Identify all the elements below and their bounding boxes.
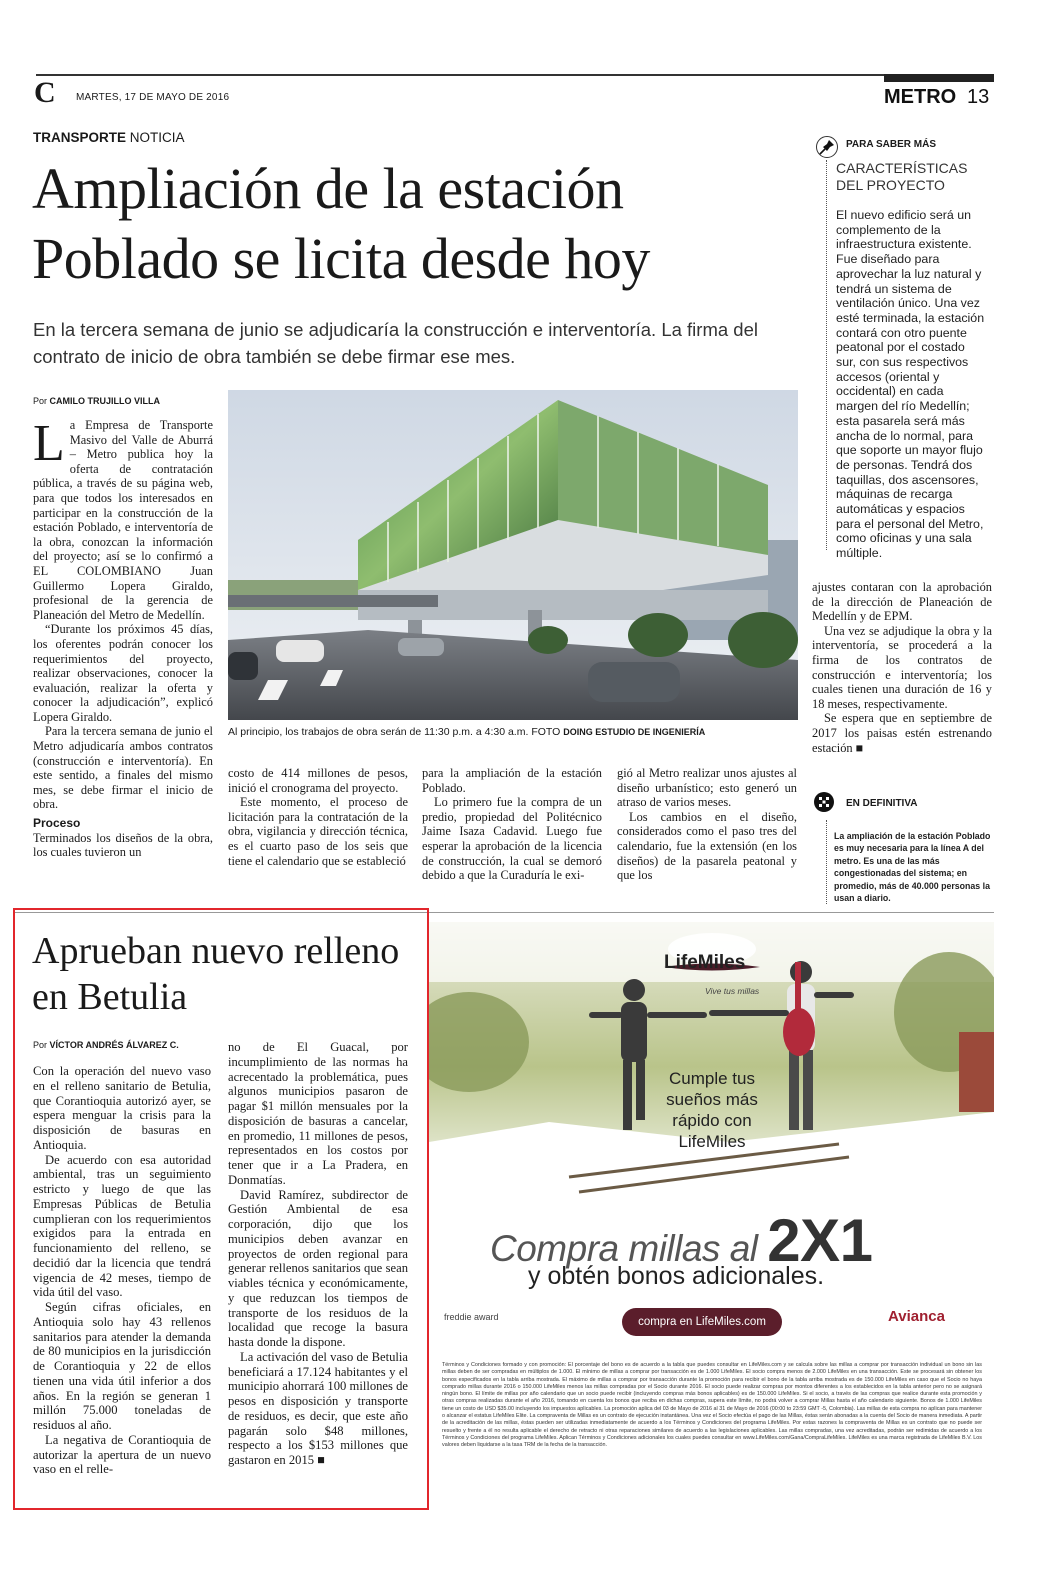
sidebar-divider	[826, 160, 827, 550]
paragraph: Una vez se adjudique la obra y la interventoría, se procederá a la firma de los contratos de construcción e interventoría; los cuales tienen una duración de 16 y 18 meses, respectivamente.	[812, 623, 992, 711]
ad-tagline: Vive tus millas	[705, 986, 760, 996]
summary-icon	[814, 792, 834, 812]
byline-prefix: Por	[33, 1040, 50, 1050]
paragraph: costo de 414 millones de pesos, inició el cronograma del proyecto.	[228, 766, 408, 795]
paragraph: Los cambios en el diseño, considerados como el paso tres del calendario, fue la extensión (en los diseños) de la pasarela peatonal y que los	[617, 809, 797, 883]
article2-byline	[33, 1040, 179, 1050]
section-bar	[884, 74, 994, 82]
paragraph: gió al Metro realizar unos ajustes al diseño urbanístico; esto generó un atraso de varios meses.	[617, 766, 797, 810]
caption-credit-prefix: FOTO	[528, 726, 564, 738]
paragraph: La negativa de Corantioquia de autorizar la apertura de un nuevo vaso en el relle-	[33, 1432, 211, 1477]
ad-subline: y obtén bonos adicionales.	[528, 1262, 825, 1290]
article-column-1	[33, 415, 213, 860]
paragraph: para la ampliación de la estación Poblado.	[422, 766, 602, 795]
pushpin-icon	[816, 136, 838, 158]
dropcap: L	[33, 415, 65, 472]
caption-text: Al principio, los trabajos de obra serán de 11:30 p.m. a 4:30 a.m.	[228, 726, 529, 738]
freddie-award-logo: freddie award	[444, 1312, 499, 1322]
sidebar-body: El nuevo edificio será un complemento de la infraestructura existente. Fue diseñado para aprovechar la luz natural y tendrá un sistema de ventilación único. Una vez esté terminada, la estación contará con otro puente peatonal por el costado sur, con sus respectivos accesos (oriental y occidental) en cada margen del río Medellín; esta pasarela será más ancha de lo normal, para que soporte un mayor flujo de personas. Tendrá dos taquillas, dos ascensores, máquinas de recarga automáticas y espacios para el personal del Metro, como oficinas y una sala múltiple.	[836, 208, 985, 561]
sidebar-title: CARACTERÍSTICAS DEL PROYECTO	[836, 160, 968, 193]
article-column-4	[617, 766, 797, 883]
article2-column-1	[33, 1064, 211, 1477]
article-kicker	[33, 130, 185, 145]
paragraph: ajustes contaran con la aprobación de la dirección de Planeación de Medellín y de EPM.	[812, 580, 992, 624]
paragraph: De acuerdo con esa autoridad ambiental, tras un seguimiento estricto y luego de que las Empresas Públicas de Betulia cumplieran con los requerimientos exigidos para la entrada en funcionamiento del relleno, se decidió dar la licencia que tendrá vigencia de 42 meses, tiempo de vida útil del vaso.	[33, 1152, 211, 1300]
ad-terms: Términos y Condiciones formado y con promoción: El porcentaje del bono es de acuerdo a la tabla que puedes consultar en LifeMiles.com y se calcula sobre las millas a comprar por transacción individual un bono sin las millas deben de ser compradas en múltiplos de 1.000. El mínimo de millas a comprar por transacción es de 1.000 LifeMiles. El socio compra menos de 2.000 LifeMiles en una transacción. Este se procesará sin obtener los bonos especificados en la tabla arriba mostrada. El máximo de millas a comprar por transacción durante la promoción para recibir el bono de la tabla arriba mostrada es de 150.000 LifeMiles en caso que el Socio no haya comprado millas durante 2016 o 150.000 LifeMiles menos las millas compradas por el Socio durante 2016. El socio puede realizar compras por montos diferentes a los establecidos en la tabla anterior pero no se asignará ningún bono. El límite de millas por año calendario que un socio puede recibir (incluyendo compras más bonos aplicables) es de 150.000 LifeMiles. Si el socio, a través de las compras que realice durante esta promoción y otras compras realizadas durante el año 2016, tomando en cuenta los bonos que reciba en dichas compras, supera este límite, no podrá volver a comprar Millas hasta el año calendario siguiente. Bonos de 1.000 LifeMiles tiene un costo de USD $35.00 incluyendo los impuestos aplicables. La promoción aplica del 03 de Mayo de 2016 al 31 de Mayo de 2016 (00:00 to 23:59 GMT -5, Colombia). Las millas de esta compra no aplican para mantener o alcanzar el estatus LifeMiles Elite. La compraventa de Millas es un contrato de ejecución instantánea. Una vez el Socio efectúa el pago de las Millas, éstas serán abonadas a la cuenta del Socio de manera inmediata. A partir de la acreditación de las millas, éstas pueden ser utilizadas inmediatamente de acuerdo a los Términos y Condiciones del programa LifeMiles. Por estas razones la compraventa de Millas es un contrato que no puede ser resuelto y frente a él no resulta aplicable el derecho de retracto ni otras reparaciones similares de acuerdo a las legislaciones aplicables. Las millas compradas, una vez acreditadas, podrán ser redimidas de acuerdo a los Términos y Condiciones del programa LifeMiles. Aplican Términos y Condiciones adicionales los cuales puedes consultar en www.LifeMiles.com/Gana/CompraLifeMiles. LifeMiles es una marca registrada de LifeMiles B.V. Los valores deben liquidarse a la tasa TRM de la fecha de la transacción.	[442, 1362, 982, 1449]
paragraph: Se espera que en septiembre de 2017 los paisas estén estrenando estación ■	[812, 711, 992, 755]
summary-label: EN DEFINITIVA	[846, 798, 918, 809]
article-column-5	[812, 580, 992, 755]
paragraph: Según cifras oficiales, en Antioquia solo hay 43 rellenos sanitarios para atender la demanda de 80 municipios en la jurisdicción de Corantioquia y 22 de ellos tienen una vida útil inferior a dos años. En la región se generan 1 millón 75.000 toneladas de residuos al año.	[33, 1300, 211, 1432]
paragraph: Este momento, el proceso de licitación para la contratación de la obra, vigilancia y dirección técnica, es el cuarto paso de los seis que tiene el calendario que se estableció	[228, 795, 408, 868]
kicker-type: NOTICIA	[126, 130, 185, 145]
byline-prefix: Por	[33, 396, 50, 406]
issue-date: MARTES, 17 DE MAYO DE 2016	[76, 92, 230, 103]
ad-slogan: Cumple tus sueños más rápido con LifeMiles	[666, 1069, 758, 1151]
paragraph: La activación del vaso de Betulia beneficiará a 17.124 habitantes y el municipio ahorrará 100 millones de pesos en disposición y transporte de residuos, es decir, que este año pagarán solo $48 millones, respecto a los $153 millones que gastaron en 2015 ■	[228, 1349, 408, 1467]
ad-headline-text: Compra millas al	[490, 1228, 768, 1269]
ad-headline-offer: 2X1	[767, 1207, 873, 1274]
byline-author: CAMILO TRUJILLO VILLA	[49, 396, 161, 406]
paragraph: Con la operación del nuevo vaso en el relleno sanitario de Betulia, que Corantioquia autorizó ayer, se espera menguar la crisis para la disposición de basuras en Antioquia.	[33, 1064, 211, 1152]
article-headline: Ampliación de la estación Poblado se licita desde hoy	[32, 156, 650, 291]
paragraph: David Ramírez, subdirector de Gestión Ambiental de esa corporación, dijo que los municipios deben avanzar en proyectos de orden regional para generar rellenos sanitarios que sean viables técnica y económicamente, y que reduzcan los tiempos de transporte de los residuos de la localidad que recoge la basura hasta donde la dispone.	[228, 1187, 408, 1349]
byline-author: VÍCTOR ANDRÉS ÁLVAREZ C.	[49, 1040, 179, 1050]
article2-headline: Aprueban nuevo relleno en Betulia	[32, 930, 400, 1018]
paragraph: Terminados los diseños de la obra, los cuales tuvieron un	[33, 830, 213, 860]
ad-brand-logo: LifeMiles	[664, 952, 746, 973]
article-subhead: En la tercera semana de junio se adjudicaría la construcción e interventoría. La firma del contrato de inicio de obra también se debe firmar ese mes.	[33, 319, 758, 367]
header-rule	[36, 74, 994, 76]
article-byline	[33, 396, 160, 406]
paragraph: “Durante los próximos 45 días, los oferentes podrán conocer los requerimientos del proyecto, realizar observaciones, conocer la evaluación, realizar la oferta y conocer la adjudicación”, explicó Lopera Giraldo.	[33, 622, 213, 724]
sidebar-label: PARA SABER MÁS	[846, 139, 937, 150]
newspaper-logo: C	[34, 76, 56, 109]
summary-divider	[826, 820, 827, 904]
section-subhead: Proceso	[33, 816, 81, 831]
kicker-category: TRANSPORTE	[33, 130, 127, 145]
photo-caption	[228, 726, 828, 738]
summary-body: La ampliación de la estación Poblado es muy necesaria para la línea A del metro. Es una de las más congestionadas del sistema; en promedio, más de 40.000 personas la usan a diario.	[834, 831, 991, 904]
station-rendering-photo	[228, 390, 798, 720]
paragraph: no de El Guacal, por incumplimiento de las normas ha acrecentado la problemática, pues algunos municipios pasaron de pagar $1 millón mensuales por la disposición de basuras a cancelar, en promedio, 11 millones de pesos, representados en los costos por tener que ir a La Pradera, en Donmatías.	[228, 1040, 408, 1187]
avianca-logo: Avianca	[888, 1308, 945, 1325]
article-column-2	[228, 766, 408, 868]
paragraph: a Empresa de Transporte Masivo del Valle de Aburrá – Metro publica hoy la oferta de contratación pública, a través de su página web, para que todos los interesados en participar en la construcción de la estación Poblado, e interventoría de la obra, conozcan la información del proyecto; así se lo confirmó a EL COLOMBIANO Juan Guillermo Lopera Giraldo, profesional de la gerencia de Planeación del Metro de Medellín.	[33, 418, 213, 622]
ad-buy-button[interactable]: compra en LifeMiles.com	[622, 1308, 782, 1336]
paragraph: Lo primero fue la compra de un predio, propiedad del Politécnico Jaime Isaza Cadavid. Luego fue esperar la aprobación de la licencia de construcción, la cual se demoró debido a que la Curaduría le exi-	[422, 795, 602, 883]
section-name: METRO	[884, 86, 957, 108]
article-column-3	[422, 766, 602, 883]
paragraph: Para la tercera semana de junio el Metro adjudicaría ambos contratos (construcción e interventoría). En este sentido, a finales del mismo mes, se debe firmar el inicio de obra.	[33, 724, 213, 812]
page-number: 13	[967, 86, 990, 108]
article2-column-2	[228, 1040, 408, 1468]
caption-credit: DOING ESTUDIO DE INGENIERÍA	[563, 727, 706, 737]
